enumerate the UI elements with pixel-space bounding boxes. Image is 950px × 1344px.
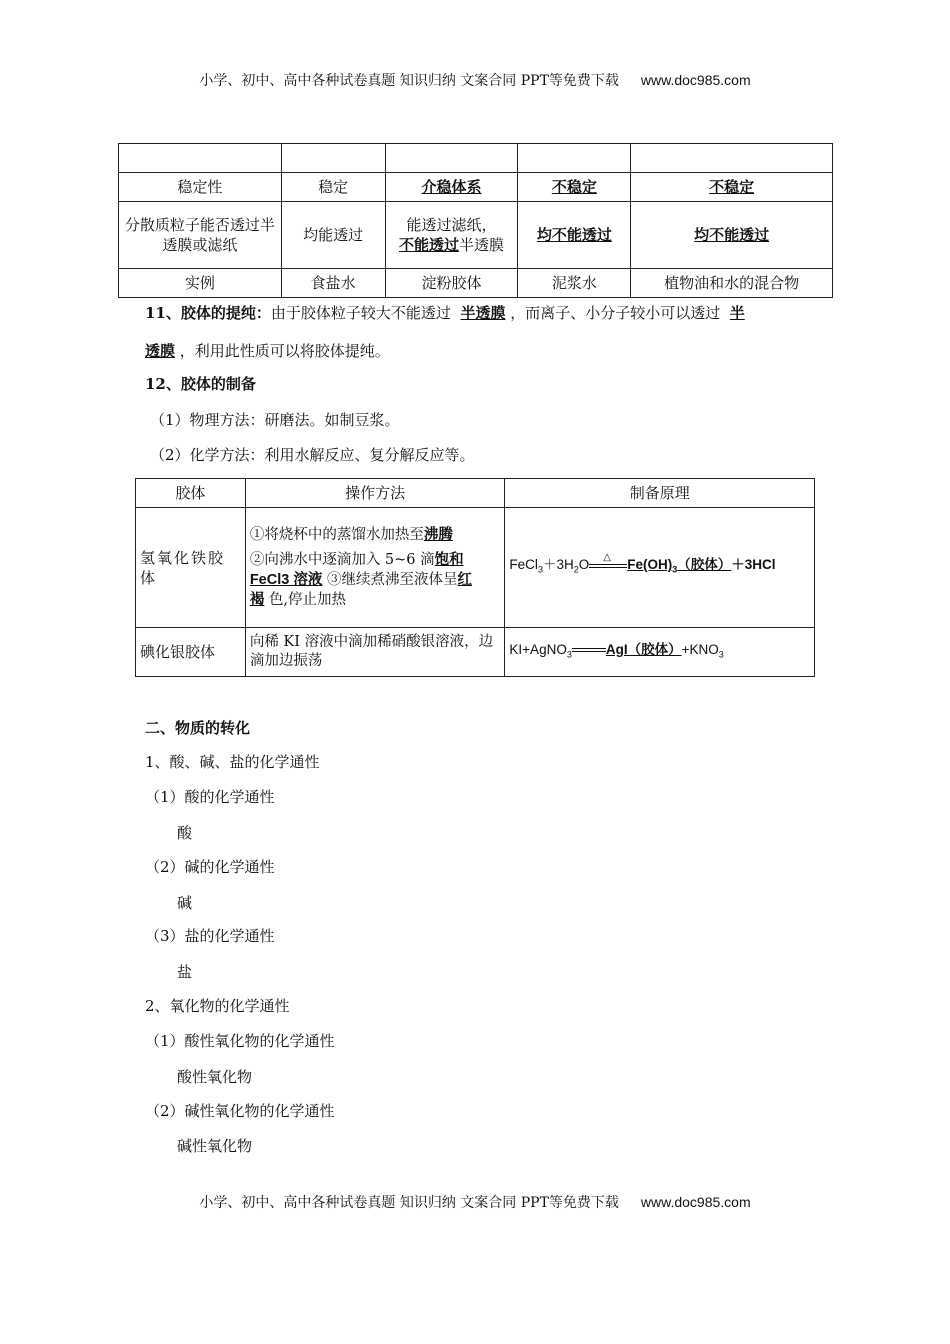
answer-text: 沸腾	[423, 526, 453, 543]
part2-l1a-item: 酸	[177, 824, 193, 842]
section-12-title: 12、胶体的制备	[145, 375, 256, 393]
table-cell	[631, 202, 833, 269]
part2-l1c: （3）盐的化学通性	[145, 927, 275, 945]
text: △	[603, 551, 611, 563]
answer-text: 半透膜	[460, 304, 506, 322]
section-12-p1: （1）物理方法：研磨法。如制豆浆。	[150, 411, 400, 429]
text: 3	[566, 649, 572, 660]
cell-text: 能透过滤纸，	[406, 216, 497, 234]
table-cell: 淀粉胶体	[385, 269, 518, 298]
table-cell: 实例	[119, 269, 282, 298]
column-header: 制备原理	[505, 479, 815, 508]
table-row	[119, 173, 833, 202]
footer-site: www.doc985.com	[640, 1194, 751, 1210]
text: ①将烧杯中的蒸馏水加热至	[249, 527, 424, 543]
text: +KNO	[681, 641, 719, 657]
text: 3	[718, 649, 724, 660]
part2-l2b: （2）碱性氧化物的化学通性	[145, 1102, 335, 1120]
part2-l1c-item: 盐	[177, 963, 193, 981]
table-row	[136, 628, 815, 677]
text: KI+AgNO	[509, 641, 567, 657]
answer-text: 不稳定	[709, 178, 755, 196]
answer-text: 不稳定	[551, 178, 597, 196]
table-cell: 泥浆水	[518, 269, 631, 298]
section-title: 11、胶体的提纯：	[145, 304, 271, 322]
text: （胶体）	[677, 557, 732, 573]
text: FeCl	[509, 557, 538, 573]
answer-text: 红褐	[249, 571, 472, 608]
part2-l2b-item: 碱性氧化物	[177, 1137, 253, 1155]
table-row	[136, 508, 815, 628]
part2-l1: 1、酸、碱、盐的化学通性	[145, 753, 320, 771]
text: 2	[573, 564, 579, 575]
footer-text: 小学、初中、高中各种试卷真题 知识归纳 文案合同 PPT等免费下载	[199, 1195, 619, 1211]
text: ，而离子、小分子较小可以透过	[510, 304, 721, 322]
text: ，利用此性质可以将胶体提纯。	[179, 342, 390, 360]
table-cell	[505, 628, 815, 677]
table-cell: 稳定	[281, 173, 385, 202]
column-header: 胶体	[136, 479, 246, 508]
cell-text: 半透膜	[459, 236, 505, 254]
answer-text: 介稳体系	[421, 178, 482, 196]
text: 3	[672, 564, 678, 575]
text: ②向沸水中逐滴加入 5~6 滴	[249, 552, 435, 568]
text: ＋3H	[542, 557, 574, 573]
text: Fe(OH)	[627, 557, 673, 573]
table-cell: 稳定性	[119, 173, 282, 202]
table-cell	[385, 173, 518, 202]
colloid-preparation-table	[135, 478, 815, 677]
table-cell: 分散质粒子能否透过半透膜或滤纸	[119, 202, 282, 269]
part2-l1b-item: 碱	[177, 894, 193, 912]
part2-l2: 2、氧化物的化学通性	[145, 997, 290, 1015]
table-row	[119, 144, 833, 173]
table-cell	[385, 202, 518, 269]
answer-text: 饱和 FeCl3 溶液	[249, 552, 464, 588]
table-cell: 碘化银胶体	[136, 628, 246, 677]
table-cell: 向稀 KI 溶液中滴加稀硝酸银溶液，边滴加边振荡	[245, 628, 505, 677]
text: ③继续煮沸至液体呈	[326, 572, 458, 588]
heat-equals-sign	[589, 551, 627, 573]
text: O	[578, 557, 590, 573]
table-header-row	[136, 479, 815, 508]
column-header: 操作方法	[245, 479, 505, 508]
table-cell	[245, 508, 505, 628]
part2-l2a: （1）酸性氧化物的化学通性	[145, 1032, 335, 1050]
page-header	[0, 70, 950, 90]
table-cell: 植物油和水的混合物	[631, 269, 833, 298]
table-cell	[518, 202, 631, 269]
part2-title: 二、物质的转化	[145, 719, 251, 737]
equals-sign	[572, 643, 606, 657]
answer-text: 半	[729, 304, 745, 322]
text: 由于胶体粒子较大不能透过	[270, 304, 451, 322]
section-11-line2	[145, 340, 390, 362]
table-cell: 氢氧化铁胶体	[136, 508, 246, 628]
answer-text: 不能透过	[399, 236, 460, 254]
section-11-line1	[145, 302, 745, 324]
header-text: 小学、初中、高中各种试卷真题 知识归纳 文案合同 PPT等免费下载	[199, 73, 619, 89]
table-cell: 食盐水	[281, 269, 385, 298]
table-cell	[518, 173, 631, 202]
part2-l2a-item: 酸性氧化物	[177, 1068, 253, 1086]
part2-l1a: （1）酸的化学通性	[145, 788, 275, 806]
header-site: www.doc985.com	[640, 72, 751, 88]
colloid-comparison-table	[118, 143, 833, 298]
answer-text: AgI（胶体）	[605, 641, 682, 657]
text: 3	[537, 564, 543, 575]
answer-text: 均不能透过	[694, 226, 770, 244]
section-12-p2: （2）化学方法：利用水解反应、复分解反应等。	[150, 446, 475, 464]
page-footer	[0, 1192, 950, 1212]
table-cell	[631, 173, 833, 202]
table-row	[119, 269, 833, 298]
table-cell	[505, 508, 815, 628]
table-row	[119, 202, 833, 269]
text: ＋3HCl	[731, 557, 776, 573]
table-cell: 均能透过	[281, 202, 385, 269]
answer-text: 透膜	[145, 342, 176, 360]
answer-text	[627, 557, 732, 575]
text: 色,停止加热	[268, 592, 347, 608]
part2-l1b: （2）碱的化学通性	[145, 858, 275, 876]
answer-text: 均不能透过	[536, 226, 612, 244]
